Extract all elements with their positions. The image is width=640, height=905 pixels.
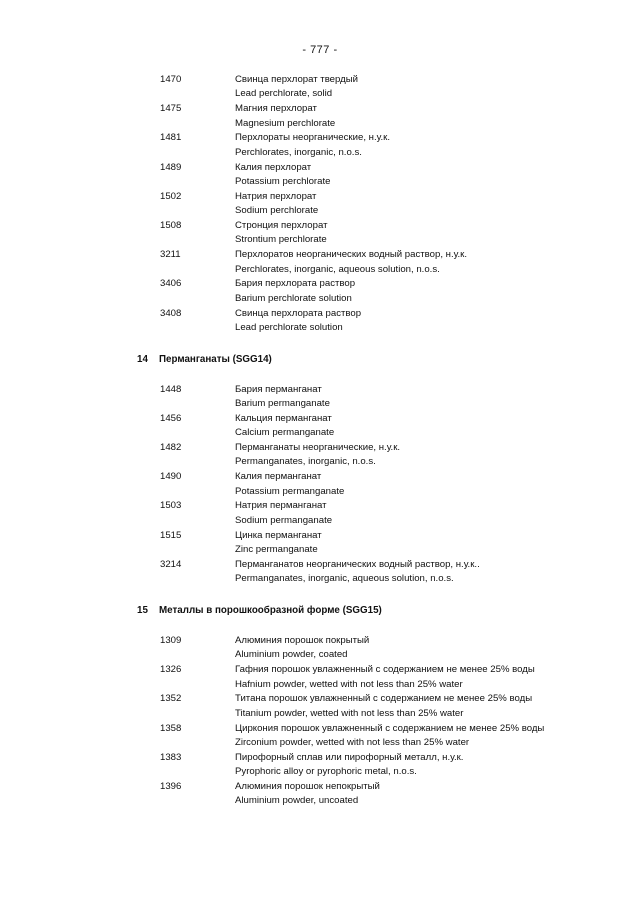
list-item [0,470,640,499]
substance-name-russian: Перхлоратов неорганических водный раствор, н.у.к. [235,249,467,261]
section-heading [0,604,640,618]
substance-name-english: Permanganates, inorganic, aqueous solution, n.o.s. [235,573,454,585]
list-item [0,751,640,780]
substance-names [235,470,344,499]
list-item [0,722,640,751]
substance-names [235,499,332,528]
substance-names [235,692,532,721]
un-number: 1383 [160,751,182,763]
list-item [0,663,640,692]
substance-name-english: Perchlorates, inorganic, aqueous solution, n.o.s. [235,263,440,275]
substance-name-english: Titanium powder, wetted with not less than 25% water [235,707,464,719]
substance-name-russian: Натрия перхлорат [235,190,317,202]
substance-name-russian: Перманганатов неорганических водный раствор, н.у.к.. [235,558,480,570]
un-number: 1326 [160,664,182,676]
document-body [0,73,640,809]
un-number: 3408 [160,307,182,319]
substance-name-russian: Алюминия порошок непокрытый [235,780,380,792]
substance-name-russian: Перхлораты неорганические, н.у.к. [235,132,390,144]
list-item [0,307,640,336]
list-item [0,277,640,306]
substance-name-russian: Титана порошок увлажненный с содержанием не менее 25% воды [235,693,533,705]
substance-name-english: Calcium permanganate [235,427,335,439]
substance-name-russian: Свинца перхлорат твердый [235,74,358,85]
list-item [0,219,640,248]
substance-name-english: Sodium perchlorate [235,205,319,217]
un-number: 1396 [160,780,182,792]
un-number: 1456 [160,412,182,424]
un-number: 3211 [160,249,181,261]
substance-name-english: Zirconium powder, wetted with not less than 25% water [235,736,470,748]
list-item [0,102,640,131]
substance-names [235,190,318,219]
substance-name-russian: Стронция перхлорат [235,219,328,231]
list-item [0,412,640,441]
substance-names [235,102,335,131]
un-number: 1515 [160,529,182,541]
list-item [0,441,640,470]
substance-name-russian: Натрия перманганат [235,500,327,512]
substance-name-english: Aluminium powder, coated [235,649,348,661]
substance-names [235,383,330,412]
un-number: 1358 [160,722,182,734]
substance-names [235,558,480,587]
substance-name-english: Hafnium powder, wetted with not less than 25% water [235,678,463,690]
list-item [0,634,640,663]
un-number: 3406 [160,278,182,290]
section-number: 15 [137,605,148,616]
un-number: 1490 [160,471,182,483]
substance-names [235,780,380,809]
section-number: 14 [137,353,148,365]
substance-name-russian: Циркония порошок увлажненный с содержанием не менее 25% воды [235,722,545,734]
un-number: 1502 [160,190,182,202]
list-item [0,190,640,219]
list-item [0,529,640,558]
list-item [0,73,640,102]
un-number: 1475 [160,103,182,115]
substance-name-english: Potassium perchlorate [235,175,331,187]
substance-names [235,219,327,248]
un-number: 1503 [160,500,182,512]
substance-name-english: Lead perchlorate, solid [235,88,333,100]
list-item [0,499,640,528]
substance-name-english: Sodium permanganate [235,514,333,526]
substance-names [235,751,463,780]
substance-name-russian: Бария перхлората раствор [235,278,356,290]
un-number: 1489 [160,161,182,173]
substance-name-russian: Свинца перхлората раствор [235,307,362,319]
substance-name-english: Barium perchlorate solution [235,292,352,304]
page-number: - 777 - [302,44,338,56]
substance-name-russian: Цинка перманганат [235,529,322,541]
un-number: 1352 [160,693,182,705]
section-title: Перманганаты (SGG14) [159,353,272,365]
list-item [0,161,640,190]
substance-names [235,307,361,336]
substance-name-english: Barium permanganate [235,398,330,410]
substance-name-russian: Алюминия порошок покрытый [235,635,370,646]
section-title: Металлы в порошкообразной форме (SGG15) [159,605,382,616]
substance-name-english: Aluminium powder, uncoated [235,795,359,807]
substance-names [235,73,358,102]
list-item [0,131,640,160]
substance-name-english: Zinc permanganate [235,544,318,556]
substance-name-russian: Калия перхлорат [235,161,312,173]
substance-names [235,441,400,470]
substance-names [235,248,467,277]
list-item [0,692,640,721]
substance-name-english: Permanganates, inorganic, n.o.s. [235,456,376,468]
substance-name-russian: Пирофорный сплав или пирофорный металл, н.у.к. [235,751,464,763]
substance-name-english: Perchlorates, inorganic, n.o.s. [235,146,362,158]
substance-name-russian: Гафния порошок увлажненный с содержанием не менее 25% воды [235,664,535,676]
section-heading [0,353,640,367]
un-number: 3214 [160,558,182,570]
un-number: 1508 [160,219,182,231]
substance-names [235,277,355,306]
substance-name-russian: Кальция перманганат [235,412,332,424]
substance-name-english: Magnesium perchlorate [235,117,336,129]
substance-name-english: Lead perchlorate solution [235,321,343,333]
substance-names [235,663,535,692]
substance-names [235,412,334,441]
substance-names [235,161,330,190]
substance-name-english: Pyrophoric alloy or pyrophoric metal, n.o.s. [235,766,417,778]
substance-name-russian: Перманганаты неорганические, н.у.к. [235,442,401,454]
substance-name-russian: Бария перманганат [235,383,322,395]
un-number: 1309 [160,635,182,646]
substance-names [235,634,369,663]
list-item [0,558,640,587]
substance-names [235,722,544,751]
substance-name-english: Potassium permanganate [235,485,345,497]
substance-name-english: Strontium perchlorate [235,234,327,246]
list-item [0,780,640,809]
un-number: 1481 [160,132,182,144]
un-number: 1482 [160,442,182,454]
un-number: 1448 [160,383,182,395]
list-item [0,248,640,277]
un-number: 1470 [160,74,182,85]
substance-name-russian: Магния перхлорат [235,103,317,115]
substance-names [235,529,322,558]
substance-name-russian: Калия перманганат [235,471,322,483]
list-item [0,383,640,412]
substance-names [235,131,390,160]
